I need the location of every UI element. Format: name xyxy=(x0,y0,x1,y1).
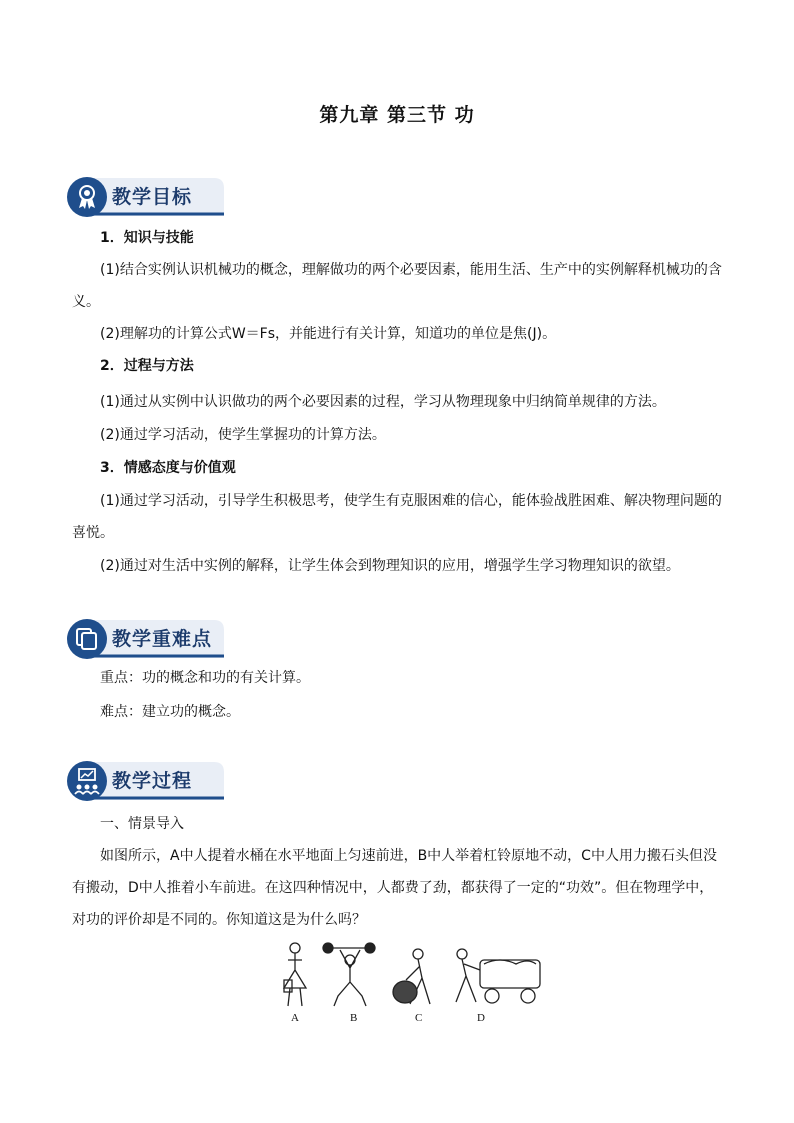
illustration-four-work-scenarios xyxy=(270,940,550,1030)
section-title: 教学目标 xyxy=(112,186,193,208)
section-title: 教学过程 xyxy=(112,770,193,792)
section-header-goals xyxy=(66,176,226,218)
goals-paragraph-4: (2)通过学习活动，使学生掌握功的计算方法。 xyxy=(100,427,386,443)
goals-paragraph-6: (2)通过对生活中实例的解释，让学生体会到物理知识的应用，增强学生学习物理知识的欲望。 xyxy=(100,558,680,574)
goals-paragraph-1: (1)结合实例认识机械功的概念，理解做功的两个必要因素，能用生活、生产中的实例解释机械功的含义。 xyxy=(72,262,722,310)
section-header-process xyxy=(66,760,226,802)
page-title: 第九章 第三节 功 xyxy=(319,104,475,126)
goals-heading-1: 1．知识与技能 xyxy=(100,230,194,246)
goals-heading-2: 2．过程与方法 xyxy=(100,358,194,374)
figure-c-person-rock xyxy=(393,949,430,1004)
goals-paragraph-2: (2)理解功的计算公式W＝Fs，并能进行有关计算，知道功的单位是焦(J)。 xyxy=(100,326,557,342)
goals-paragraph-3: (1)通过从实例中认识做功的两个必要因素的过程，学习从物理现象中归纳简单规律的方法。 xyxy=(100,394,666,410)
goals-heading-3: 3．情感态度与价值观 xyxy=(100,460,236,476)
section-header-keypoints xyxy=(66,618,226,660)
process-heading-1: 一、情景导入 xyxy=(100,816,184,832)
goals-paragraph-5: (1)通过学习活动，引导学生积极思考，使学生有克服困难的信心，能体验战胜困难、解决物理问题的喜悦。 xyxy=(72,493,722,541)
figure-label-c: C xyxy=(415,1012,423,1024)
keypoint-2: 难点：建立功的概念。 xyxy=(100,704,240,720)
section-title: 教学重难点 xyxy=(112,628,213,650)
figure-b-weightlifter xyxy=(323,943,375,1006)
process-paragraph-1: 如图所示，A中人提着水桶在水平地面上匀速前进，B中人举着杠铃原地不动，C中人用力搬石头但没有搬动，D中人推着小车前进。在这四种情况中，人都费了劲，都获得了一定的“功效”。但在物理学中，对功的评价却是不同的。你知道这是为什么吗？ xyxy=(72,848,717,928)
work-scenarios-drawing xyxy=(270,940,550,1010)
figure-label-d: D xyxy=(477,1012,485,1024)
figure-label-b: B xyxy=(350,1012,358,1024)
figure-a-person-bucket xyxy=(284,943,306,1006)
figure-label-a: A xyxy=(291,1012,299,1024)
keypoint-1: 重点：功的概念和功的有关计算。 xyxy=(100,670,310,686)
figure-d-person-cart xyxy=(456,949,540,1003)
